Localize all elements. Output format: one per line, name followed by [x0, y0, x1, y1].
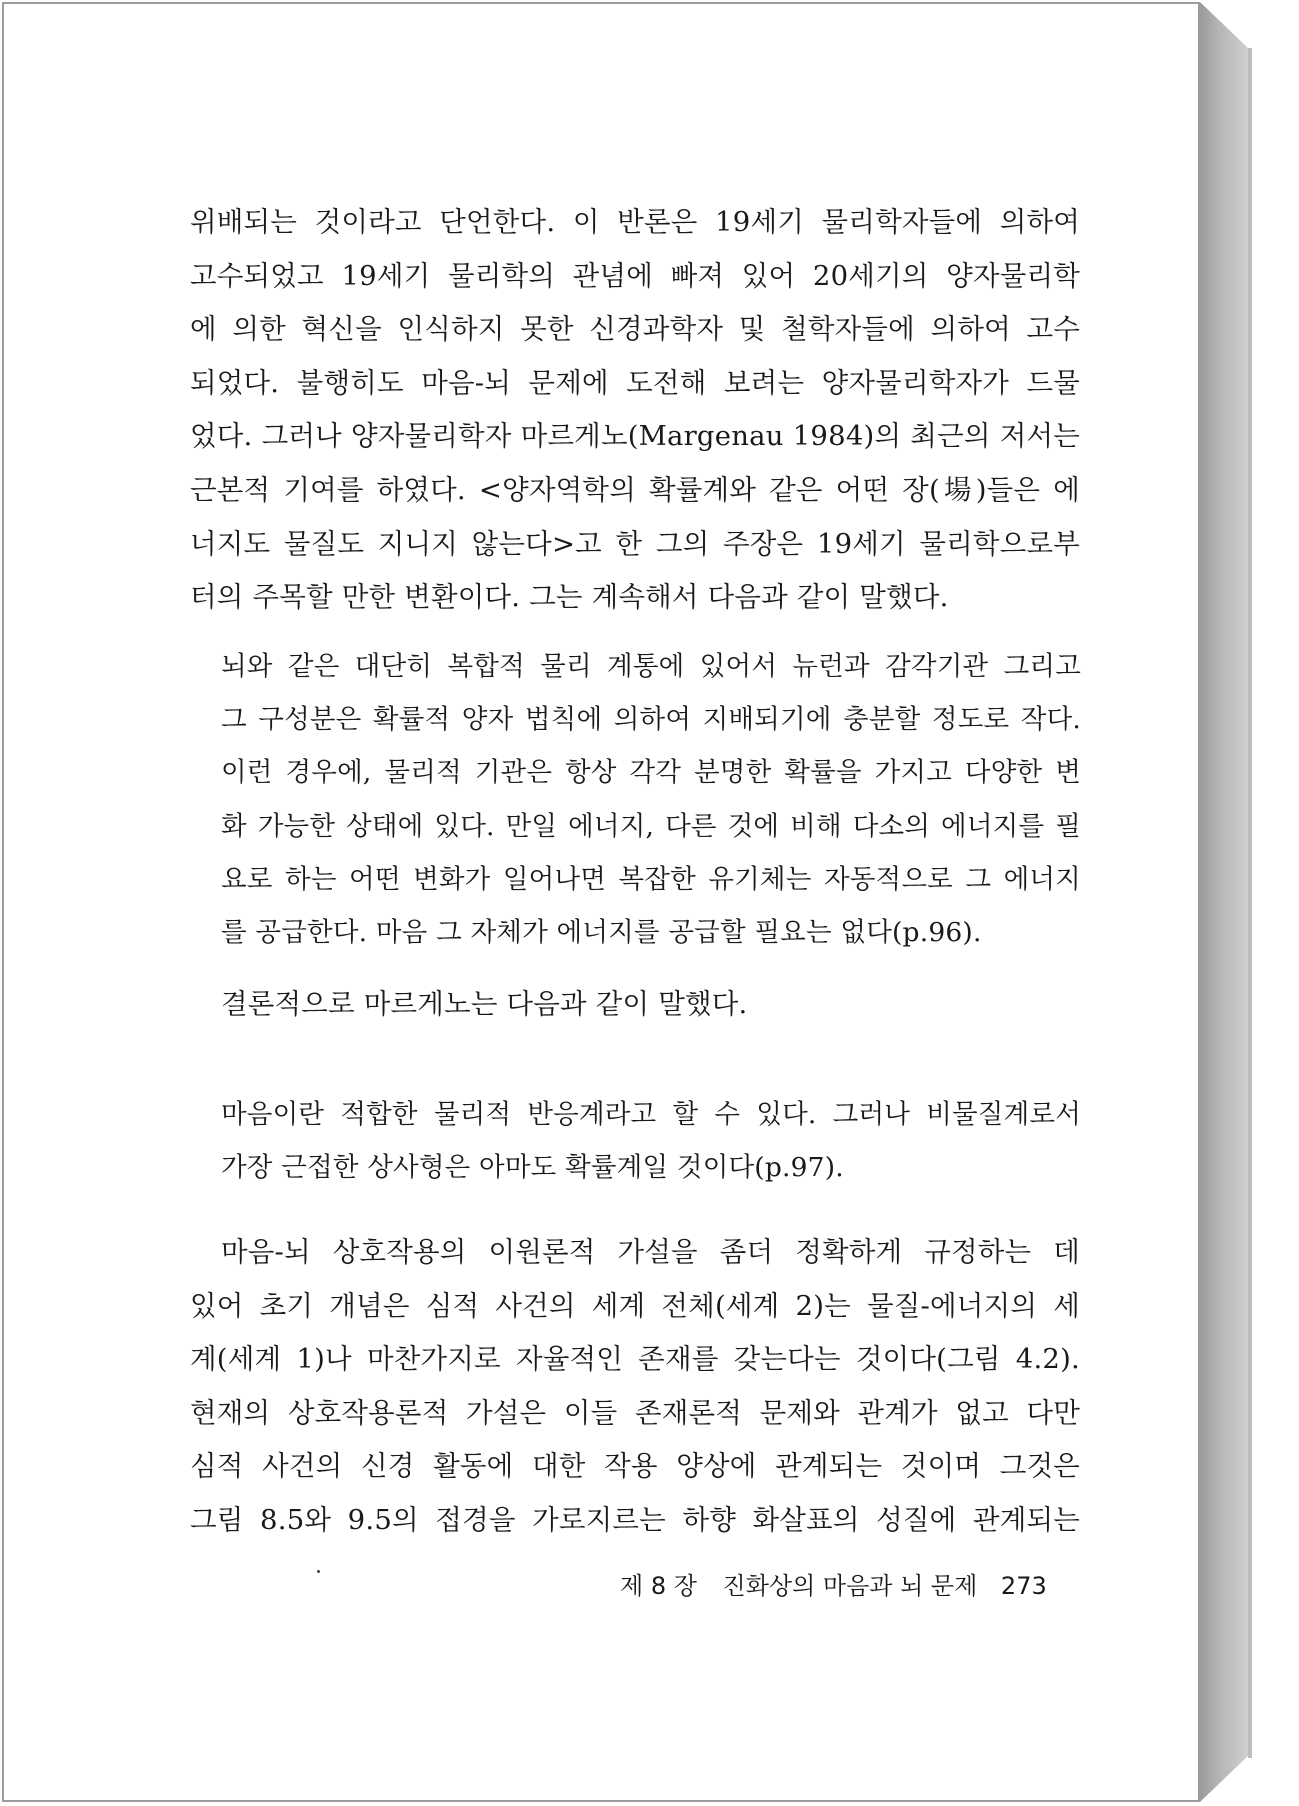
text-line: 었다. 그러나 양자물리학자 마르게노(Margenau 1984)의 최근의 저서는 [190, 420, 1080, 453]
block-quote-2 [221, 1088, 1081, 1194]
text-line: 계(세계 1)나 마찬가지로 자율적인 존재를 갖는다는 것이다(그림 4.2). [190, 1343, 1080, 1376]
quote-line: 마음이란 적합한 물리적 반응계라고 할 수 있다. 그러나 비물질계로서 [221, 1099, 1081, 1130]
text-line: 터의 주목할 만한 변환이다. 그는 계속해서 다음과 같이 말했다. [190, 581, 949, 614]
chapter-title: 진화상의 마음과 뇌 문제 [722, 1572, 978, 1600]
page-number: 273 [1000, 1572, 1047, 1600]
quote-line: 가장 근접한 상사형은 아마도 확률계일 것이다(p.97). [221, 1152, 844, 1184]
text-line: 심적 사건의 신경 활동에 대한 작용 양상에 관계되는 것이며 그것은 [190, 1450, 1080, 1483]
text-line: 고수되었고 19세기 물리학의 관념에 빠져 있어 20세기의 양자물리학 [190, 259, 1080, 292]
page-edge-shadow [1248, 48, 1252, 1758]
text-line: 마음-뇌 상호작용의 이원론적 가설을 좀더 정확하게 규정하는 데 [221, 1236, 1080, 1268]
quote-line: 요로 하는 어떤 변화가 일어나면 복잡한 유기체는 자동적으로 그 에너지 [221, 863, 1081, 895]
body-paragraph-2 [221, 984, 1081, 1024]
chapter-label: 제 8 장 [620, 1572, 697, 1600]
page-spine-edge [1200, 2, 1248, 1802]
quote-line: 이런 경우에, 물리적 기관은 항상 각각 분명한 확률을 가지고 다양한 변 [221, 757, 1081, 789]
text-line: 되었다. 불행히도 마음-뇌 문제에 도전해 보려는 양자물리학자가 드물 [190, 366, 1080, 399]
text-line: 현재의 상호작용론적 가설은 이들 존재론적 문제와 관계가 없고 다만 [190, 1396, 1080, 1429]
text-line: 있어 초기 개념은 심적 사건의 세계 전체(세계 2)는 물질-에너지의 세 [190, 1289, 1080, 1322]
text-line: 근본적 기여를 하였다. <양자역학의 확률계와 같은 어떤 장(場)들은 에 [190, 473, 1080, 506]
print-speck [317, 1570, 320, 1573]
block-quote-1 [221, 640, 1081, 959]
text-line: 위배되는 것이라고 단언한다. 이 반론은 19세기 물리학자들에 의하여 [190, 206, 1080, 238]
running-footer [620, 1566, 1054, 1601]
quote-line: 를 공급한다. 마음 그 자체가 에너지를 공급할 필요는 없다(p.96). [221, 917, 982, 949]
quote-line: 뇌와 같은 대단히 복합적 물리 계통에 있어서 뉴런과 감각기관 그리고 [221, 651, 1081, 682]
text-line: 그림 8.5와 9.5의 접경을 가로지르는 하향 화살표의 성질에 관계되는 [190, 1503, 1080, 1536]
text-line: 너지도 물질도 지니지 않는다>고 한 그의 주장은 19세기 물리학으로부 [190, 527, 1080, 560]
quote-line: 그 구성분은 확률적 양자 법칙에 의하여 지배되기에 충분할 정도로 작다. [221, 704, 1081, 736]
text-line: 결론적으로 마르게노는 다음과 같이 말했다. [221, 988, 748, 1020]
quote-line: 화 가능한 상태에 있다. 만일 에너지, 다른 것에 비해 다소의 에너지를 필 [221, 810, 1081, 842]
body-paragraph-1 [190, 196, 1080, 625]
body-paragraph-3 [190, 1226, 1080, 1548]
text-line: 에 의한 혁신을 인식하지 못한 신경과학자 및 철학자들에 의하여 고수 [190, 313, 1080, 346]
